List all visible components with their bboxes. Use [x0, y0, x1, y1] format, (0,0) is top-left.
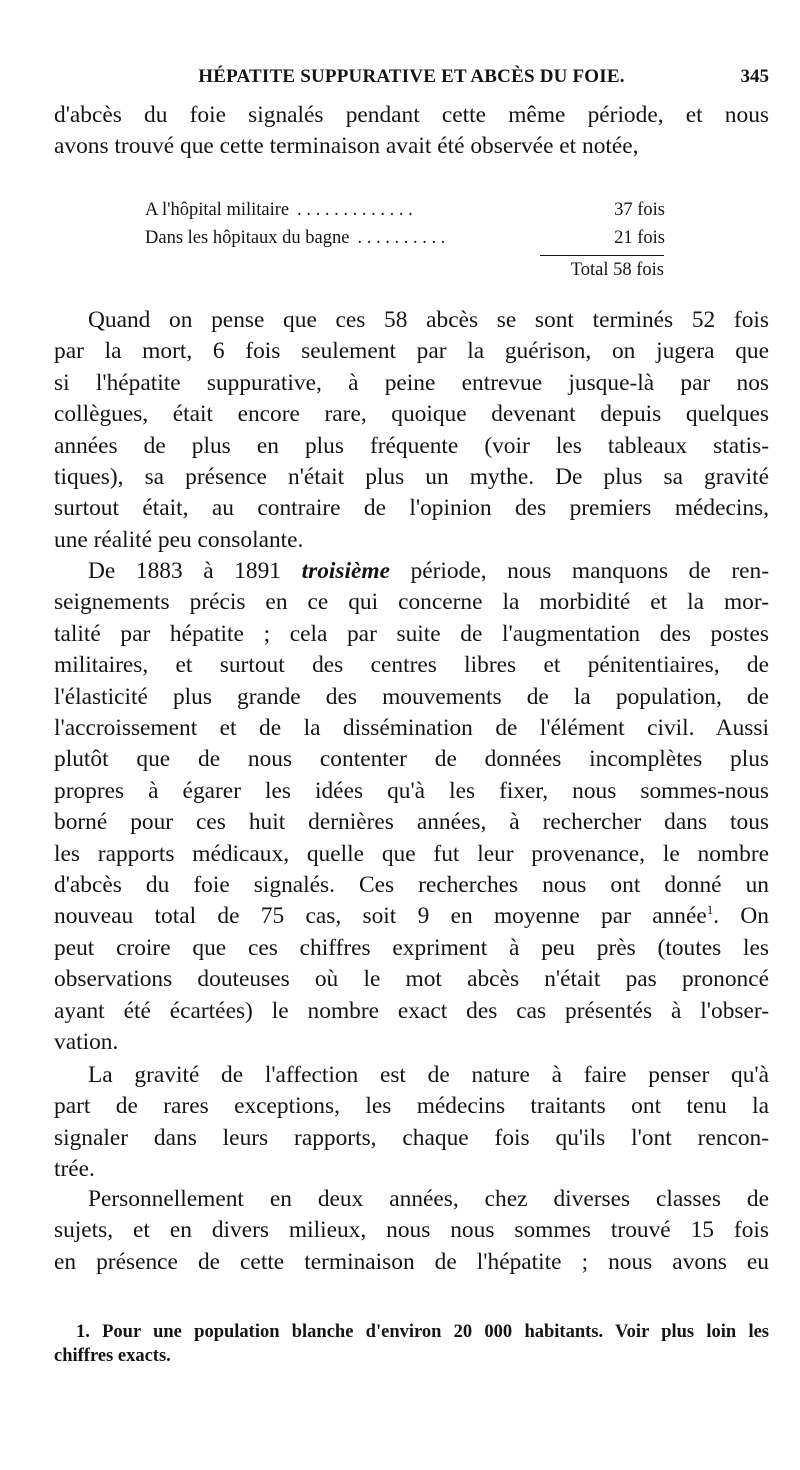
paragraph-personal [54, 1184, 769, 1278]
text-line [54, 901, 769, 932]
text-line: trée. [54, 1156, 95, 1183]
row-value: 21 fois [614, 228, 665, 248]
text-line: les rapports médicaux, quelle que fut leur provenance, le nombre [54, 840, 769, 867]
text-line: si l'hépatite suppurative, à peine entrevue jusque-là par nos [54, 369, 769, 396]
table-row [145, 224, 665, 252]
table-row [145, 196, 665, 224]
text-line: part de rares exceptions, les médecins traitants ont tenu la [54, 1093, 769, 1120]
text-line: par la mort, 6 fois seulement par la guérison, on jugera que [54, 338, 769, 365]
text-line: peut croire que ces chiffres expriment à peu près (toutes les [54, 934, 769, 961]
text-line: surtout était, au contraire de l'opinion des premiers médecins, [54, 495, 769, 522]
row-value: 37 fois [614, 200, 665, 220]
text-line: talité par hépatite ; cela par suite de l'augmentation des postes [54, 620, 769, 647]
emphasis-text: troisième [301, 558, 390, 584]
footnote-line: chiffres exacts. [54, 1346, 171, 1366]
paragraph-third-period [54, 556, 769, 1059]
text-line: observations douteuses où le mot abcès n'était pas prononcé [54, 966, 769, 993]
row-label: A l'hôpital militaire [145, 200, 290, 220]
paragraph-mortality [54, 305, 769, 556]
text-line: collègues, était encore rare, quoique devenant depuis quelques [54, 401, 769, 428]
text-line: Personnellement en deux années, chez diverses classes de [88, 1186, 769, 1212]
text-line: années de plus en plus fréquente (voir les tableaux statis- [54, 432, 769, 459]
text-line: militaires, et surtout des centres libres et pénitentiaires, de [54, 652, 769, 679]
abscess-count-table [145, 196, 665, 252]
text-line: d'abcès du foie signalés pendant cette même période, et nous [54, 102, 769, 128]
leader-dots: . . . . . . . . . . . . . [297, 200, 413, 220]
text-line: ayant été écartées) le nombre exact des cas présentés à l'obser- [54, 997, 769, 1024]
text-line: propres à égarer les idées qu'à les fixer, nous sommes-nous [54, 777, 769, 804]
table-total: Total 58 fois [570, 260, 664, 280]
text-line: La gravité de l'affection est de nature à faire penser qu'à [88, 1062, 769, 1088]
text-line: Quand on pense que ces 58 abcès se sont terminés 52 fois [88, 307, 769, 333]
text-line: tiques), sa présence n'était plus un mythe. De plus sa gravité [54, 464, 769, 491]
page-number: 345 [740, 66, 769, 87]
leader-dots: . . . . . . . . . . [357, 228, 446, 248]
text-line: d'abcès du foie signalés. Ces recherches nous ont donné un [54, 872, 769, 899]
intro-paragraph [54, 100, 769, 163]
footnote-line: 1. Pour une population blanche d'environ 20 000 habitants. Voir plus loin les [76, 1322, 769, 1342]
text-line: avons trouvé que cette terminaison avait été observée et notée, [54, 133, 639, 160]
text-span: . On [713, 903, 769, 930]
text-line: en présence de cette terminaison de l'hépatite ; nous avons eu [54, 1248, 769, 1275]
text-line: plutôt que de nous contenter de données incomplètes plus [54, 746, 769, 773]
text-line: l'accroissement et de la dissémination de l'élément civil. Aussi [54, 715, 769, 742]
text-line: seignements précis en ce qui concerne la morbidité et la mor- [54, 589, 769, 616]
paragraph-gravity [54, 1060, 769, 1186]
text-line: l'élasticité plus grande des mouvements de la population, de [54, 683, 769, 710]
page-header [54, 66, 769, 100]
text-line: vation. [54, 1029, 119, 1056]
text-line [54, 556, 769, 587]
footnote-mark: 1 [706, 902, 714, 918]
text-span: De 1883 à 1891 [88, 558, 302, 584]
text-span: nouveau total de 75 cas, soit 9 en moyenne par année [54, 903, 707, 930]
text-span: période, nous manquons de ren- [389, 558, 770, 584]
row-label: Dans les hôpitaux du bagne [145, 228, 350, 248]
text-line: borné pour ces huit dernières années, à rechercher dans tous [54, 809, 769, 836]
running-title: HÉPATITE SUPPURATIVE ET ABCÈS DU FOIE. [198, 66, 625, 87]
footnote [54, 1320, 769, 1368]
text-line: signaler dans leurs rapports, chaque fois qu'ils l'ont rencon- [54, 1124, 769, 1151]
text-line: une réalité peu consolante. [54, 526, 304, 553]
text-line: sujets, et en divers milieux, nous nous sommes trouvé 15 fois [54, 1217, 769, 1244]
